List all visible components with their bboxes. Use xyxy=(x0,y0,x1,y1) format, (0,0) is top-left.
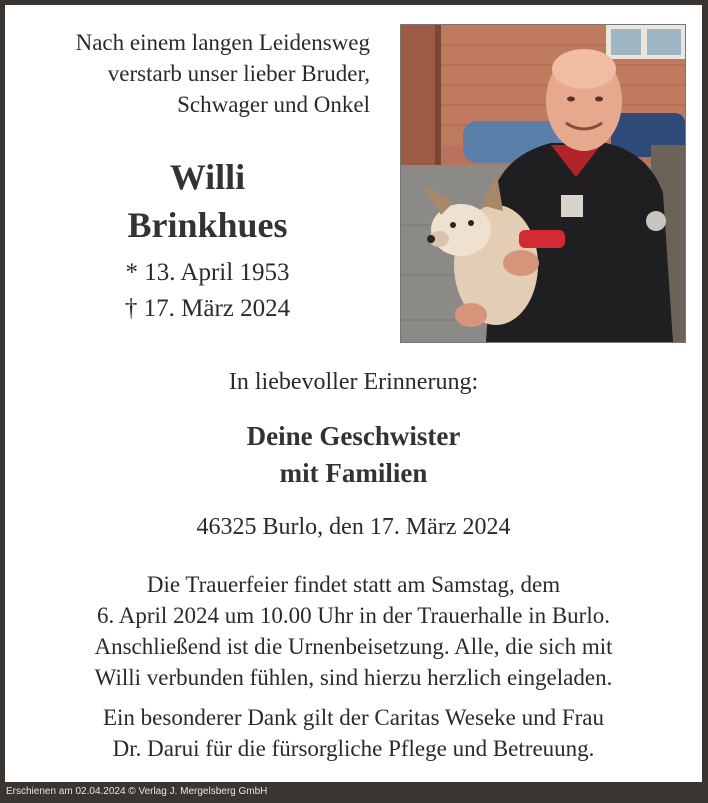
thanks-line: Dr. Darui für die fürsorgliche Pflege und Betreuung. xyxy=(112,736,595,761)
death-date: † 17. März 2024 xyxy=(124,295,291,322)
intro-line: Nach einem langen Leidensweg xyxy=(75,30,370,55)
funeral-details xyxy=(5,569,702,693)
deceased-name xyxy=(45,153,370,249)
family-line: Deine Geschwister xyxy=(246,421,461,451)
portrait-photo-illustration xyxy=(401,25,685,342)
thanks-text xyxy=(5,702,702,764)
obituary-card xyxy=(5,5,702,782)
memory-line: In liebevoller Erinnerung: xyxy=(228,369,479,395)
portrait-photo xyxy=(400,24,686,343)
first-name: Willi xyxy=(169,157,246,197)
life-dates xyxy=(45,255,370,327)
funeral-line: Die Trauerfeier findet statt am Samstag, dem xyxy=(146,572,561,597)
place-date: 46325 Burlo, den 17. März 2024 xyxy=(196,514,511,540)
intro-line: Schwager und Onkel xyxy=(177,92,370,117)
funeral-line: 6. April 2024 um 10.00 Uhr in der Trauerhalle in Burlo. xyxy=(97,603,610,628)
family-line: mit Familien xyxy=(279,458,428,488)
thanks-line: Ein besonderer Dank gilt der Caritas Weseke und Frau xyxy=(102,705,605,730)
intro-line: verstarb unser lieber Bruder, xyxy=(107,61,370,86)
last-name: Brinkhues xyxy=(127,205,288,245)
birth-date: * 13. April 1953 xyxy=(125,259,290,286)
funeral-line: Anschließend ist die Urnenbeisetzung. Alle, die sich mit xyxy=(94,634,613,659)
family-signature xyxy=(5,418,702,492)
publication-footer: Erschienen am 02.04.2024 © Verlag J. Mergelsberg GmbH xyxy=(6,786,268,797)
funeral-line: Willi verbunden fühlen, sind hierzu herzlich eingeladen. xyxy=(94,665,613,690)
intro-text xyxy=(15,27,370,120)
